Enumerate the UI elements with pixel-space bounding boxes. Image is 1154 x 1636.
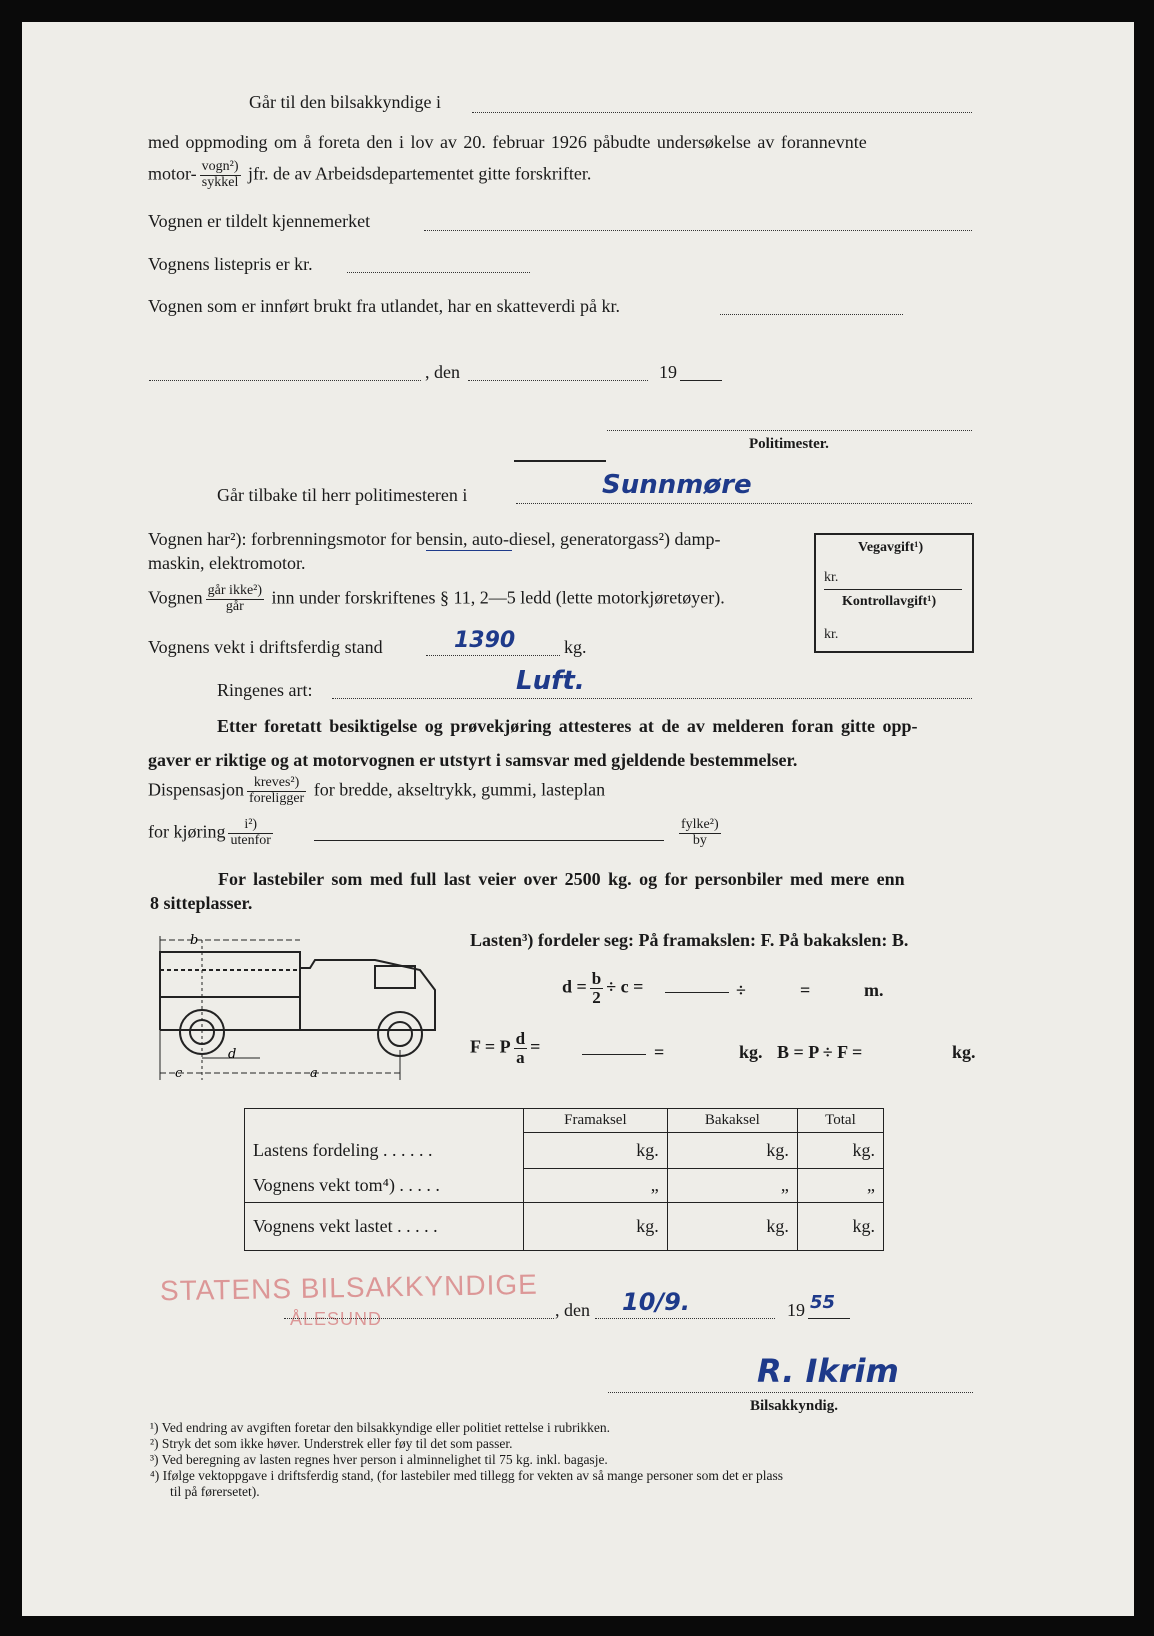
motor-type-line1: Vognen har²): forbrenningsmotor for bensin, auto-diesel, generatorgass²) damp- — [148, 529, 721, 549]
footnote-1: ¹) Ved endring av avgiften foretar den bilsakkyndige eller politiet rettelse i rubrikken. — [150, 1420, 611, 1435]
regulations-text: jfr. de av Arbeidsdepartementet gitte forskrifter. — [248, 163, 592, 184]
table-row-label: Lastens fordeling . . . . . . — [245, 1133, 524, 1169]
diagram-label-c: c — [175, 1066, 183, 1081]
motor-type-line2: maskin, elektromotor. — [148, 553, 306, 573]
truck-window — [375, 966, 415, 988]
formula-d-eq: = — [800, 980, 811, 1000]
table-header-bakaksel: Bakaksel — [667, 1109, 797, 1133]
fraction-kreves: kreves²) — [247, 776, 306, 792]
formula-d-num: b — [591, 969, 602, 988]
diagram-label-d: d — [228, 1047, 237, 1062]
tax-value-label: Vognen som er innført brukt fra utlandet, har en skatteverdi på kr. — [148, 296, 621, 316]
dispensation-line — [148, 776, 605, 806]
truck-diagram — [150, 930, 450, 1094]
table-header-framaksel: Framaksel — [524, 1109, 668, 1133]
table-cell[interactable]: kg. — [797, 1133, 883, 1169]
section-divider — [514, 460, 606, 462]
underline-bensin — [426, 550, 512, 551]
return-text: Går tilbake til herr politimesteren i — [217, 485, 468, 505]
dispensation-text: for bredde, akseltrykk, gummi, lasteplan — [313, 779, 606, 800]
inspector-signature: R. Ikrim — [757, 1352, 899, 1390]
light-vehicle-line — [148, 584, 725, 614]
footnote-4-cont: til på førersetet). — [170, 1484, 260, 1499]
formula-d-unit: m. — [864, 980, 884, 1000]
year-field-2[interactable] — [808, 1318, 850, 1319]
diagram-label-a: a — [310, 1066, 318, 1081]
list-price-field[interactable] — [347, 272, 530, 273]
load-table — [244, 1108, 884, 1251]
stamp-line2: ÅLESUND — [290, 1309, 383, 1329]
fraction-vogn: vogn²) — [201, 159, 239, 174]
formula-f-lhs: F = P — [470, 1036, 511, 1057]
diagram-label-b: b — [190, 933, 199, 948]
weight-label: Vognens vekt i driftsferdig stand — [148, 637, 383, 657]
fraction-foreligger: foreligger — [249, 790, 305, 806]
attest-line2: gaver er riktige og at motorvognen er utstyrt i samsvar med gjeldende bestemmelser. — [148, 750, 798, 770]
fraction-i: i²) — [228, 818, 272, 834]
formula-f-kg2: kg. — [952, 1042, 976, 1062]
vehicle-type-line — [148, 160, 591, 190]
tax-value-field[interactable] — [720, 314, 903, 315]
formula-f-den: a — [516, 1047, 525, 1067]
load-distribution-text: Lasten³) fordeler seg: På framakslen: F. På bakakslen: B. — [470, 930, 909, 950]
plate-field[interactable] — [424, 230, 972, 231]
table-row-label: Vognens vekt tom⁴) . . . . . — [245, 1169, 524, 1203]
table-cell[interactable]: kg. — [524, 1203, 668, 1251]
formula-f-field[interactable] — [582, 1054, 646, 1055]
inspector-signature-line[interactable] — [608, 1392, 973, 1393]
formula-d — [562, 970, 643, 1007]
inspector-signature-label: Bilsakkyndig. — [750, 1398, 838, 1414]
dispensation-lead: Dispensasjon — [148, 779, 244, 800]
police-signature-line[interactable] — [607, 430, 972, 431]
year-field[interactable] — [680, 380, 722, 381]
table-cell[interactable]: „ — [667, 1169, 797, 1203]
formula-d-den: 2 — [592, 987, 601, 1007]
table-corner — [245, 1109, 524, 1133]
go-to-inspector-text: Går til den bilsakkyndige i — [249, 92, 441, 112]
weight-handwritten: 1390 — [454, 628, 516, 653]
footnote-2: ²) Stryk det som ikke høver. Understrek eller føy til det som passer. — [150, 1436, 513, 1451]
date-handwritten: 10/9. — [622, 1288, 690, 1316]
weight-field[interactable] — [426, 655, 560, 656]
inspector-field[interactable] — [472, 112, 972, 113]
table-header-total: Total — [797, 1109, 883, 1133]
list-price-label: Vognens listepris er kr. — [148, 254, 313, 274]
date-field-2[interactable] — [595, 1318, 775, 1319]
motor-prefix: motor- — [148, 163, 197, 184]
fees-box — [814, 533, 974, 653]
vegavgift-kr: kr. — [824, 570, 839, 585]
year-label-2: 19 — [787, 1300, 805, 1320]
den-label: , den — [425, 362, 460, 382]
kontrollavgift-kr: kr. — [824, 627, 839, 642]
truck-front-wheel — [378, 1012, 422, 1056]
table-row-label: Vognens vekt lastet . . . . . — [245, 1203, 524, 1251]
driving-suffix — [676, 818, 724, 848]
fraction-fylke: fylke²) — [681, 817, 719, 832]
truck-front-hub — [388, 1022, 412, 1046]
year-label: 19 — [659, 362, 677, 382]
footnote-3: ³) Ved beregning av lasten regnes hver person i alminnelighet til 75 kg. inkl. bagasje. — [150, 1452, 608, 1467]
vegavgift-label: Vegavgift¹) — [858, 540, 924, 555]
gaar-lead: Vognen — [148, 587, 203, 608]
table-cell[interactable]: kg. — [797, 1203, 883, 1251]
driving-lead: for kjøring — [148, 821, 226, 842]
district-field[interactable] — [516, 503, 972, 504]
table-cell[interactable]: kg. — [524, 1133, 668, 1169]
fraction-gaar: går — [225, 598, 244, 614]
formula-f-eq1: = — [530, 1036, 541, 1057]
formula-f-kg1: kg. — [739, 1042, 763, 1062]
date-field[interactable] — [468, 380, 648, 381]
driving-line — [148, 818, 276, 848]
formula-f-num: d — [515, 1029, 526, 1048]
truck-cargo-bed — [160, 952, 300, 997]
attest-line1: Etter foretatt besiktigelse og prøvekjøring attesteres at de av melderen foran gitte opp- — [217, 716, 918, 736]
table-cell[interactable]: „ — [797, 1169, 883, 1203]
table-cell[interactable]: „ — [524, 1169, 668, 1203]
light-vehicle-text: inn under forskriftenes § 11, 2—5 ledd (lette motorkjøretøyer). — [271, 587, 725, 608]
police-signature-label: Politimester. — [749, 436, 829, 452]
place-field[interactable] — [149, 380, 421, 381]
trucks-line1: For lastebiler som med full last veier over 2500 kg. og for personbiler med mere enn — [218, 869, 905, 889]
fraction-sykkel: sykkel — [201, 174, 239, 190]
formula-d-div: ÷ — [736, 980, 746, 1000]
kontrollavgift-label: Kontrollavgift¹) — [842, 594, 937, 609]
tyres-handwritten: Luft. — [516, 666, 585, 696]
form-page — [22, 22, 1134, 1616]
request-text: med oppmoding om å foreta den i lov av 20. februar 1926 påbudte undersøkelse av forannevnte — [148, 132, 867, 152]
footnote-4: ⁴) Ifølge vektoppgave i driftsferdig stand, (for lastebiler med tillegg for vekten av så mange personer som det er plass — [150, 1468, 784, 1483]
fraction-utenfor: utenfor — [230, 832, 271, 848]
weight-unit: kg. — [564, 637, 587, 657]
formula-f-eq2: = — [654, 1042, 665, 1062]
fraction-gaar-ikke: går ikke²) — [207, 583, 263, 598]
fees-divider — [824, 589, 962, 590]
den-label-2: , den — [555, 1300, 590, 1320]
fraction-by: by — [692, 832, 707, 848]
district-handwritten: Sunnmøre — [602, 470, 752, 500]
trucks-line2: 8 sitteplasser. — [150, 893, 253, 913]
tyres-label: Ringenes art: — [217, 680, 313, 700]
place-field-2[interactable] — [284, 1318, 554, 1319]
formula-d-field1[interactable] — [665, 992, 729, 993]
formula-f — [470, 1030, 540, 1067]
tyres-field[interactable] — [332, 698, 972, 699]
year-handwritten: 55 — [810, 1292, 836, 1313]
formula-d-lhs: d = — [562, 976, 587, 997]
table-cell[interactable]: kg. — [667, 1203, 797, 1251]
table-cell[interactable]: kg. — [667, 1133, 797, 1169]
formula-b: B = P ÷ F = — [777, 1042, 863, 1062]
plate-label: Vognen er tildelt kjennemerket — [148, 211, 371, 231]
stamp-line1: STATENS BILSAKKYNDIGE — [159, 1268, 539, 1307]
formula-d-mid: ÷ c = — [606, 976, 644, 997]
driving-field[interactable] — [314, 840, 664, 841]
